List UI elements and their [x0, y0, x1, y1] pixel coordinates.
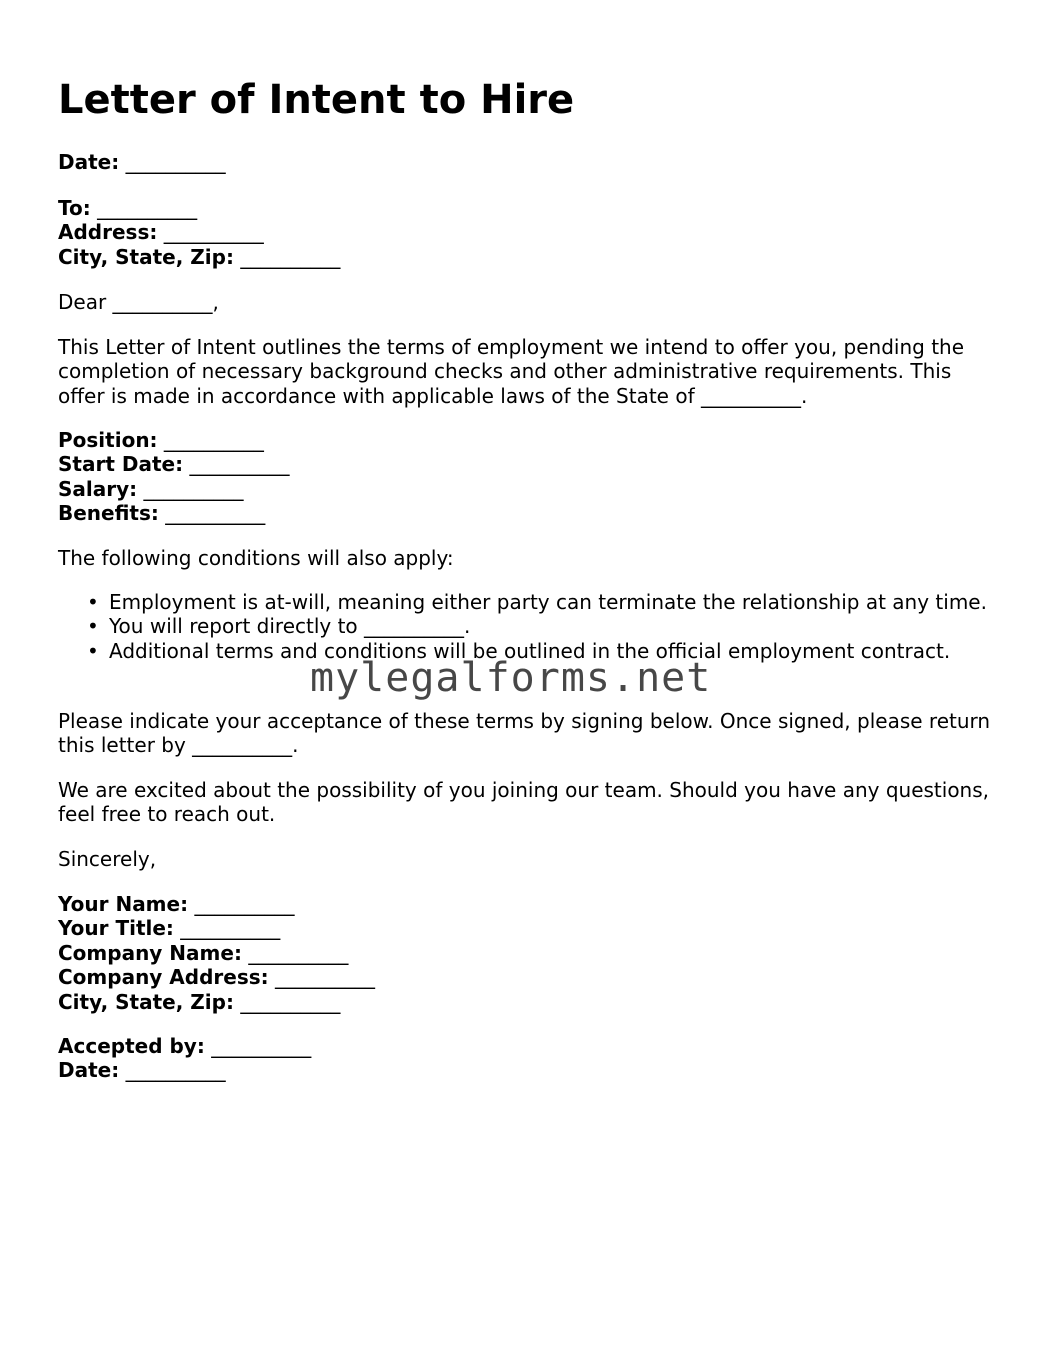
recipient-line: [58, 245, 998, 269]
acceptance-date-blank: __________: [125, 1058, 226, 1083]
company-name-blank: __________: [248, 940, 349, 965]
start-date-blank: __________: [189, 452, 290, 477]
sender-city-label: City, State, Zip:: [58, 989, 234, 1014]
recipient-line: [58, 220, 998, 244]
sender-line: [58, 941, 998, 965]
company-address-label: Company Address:: [58, 965, 269, 990]
bullet-icon: •: [87, 590, 99, 614]
term-line: [58, 477, 998, 501]
recipient-to-blank: __________: [97, 196, 198, 220]
acceptance-paragraph: Please indicate your acceptance of these terms by signing below. Once signed, please return this letter by __________.: [58, 709, 991, 758]
position-label: Position:: [58, 428, 158, 452]
sender-city-blank: __________: [240, 989, 341, 1014]
sender-line: [58, 892, 998, 916]
closing-paragraph: We are excited about the possibility of you joining our team. Should you have any questions, feel free to reach out.: [58, 778, 990, 827]
your-title-label: Your Title:: [58, 916, 174, 941]
date-block: [58, 150, 998, 174]
signoff: Sincerely,: [58, 847, 157, 871]
recipient-city-label: City, State, Zip:: [58, 244, 234, 269]
term-line: [58, 428, 998, 452]
benefits-label: Benefits:: [58, 501, 159, 526]
bullet-icon: •: [87, 638, 99, 663]
salary-blank: __________: [143, 476, 244, 501]
list-item: [87, 638, 1009, 663]
date-label: Date:: [58, 150, 120, 174]
page-title: Letter of Intent to Hire: [58, 77, 575, 123]
your-name-blank: __________: [194, 892, 295, 916]
recipient-address-label: Address:: [58, 220, 158, 245]
term-line: [58, 452, 998, 476]
list-item: [87, 590, 1009, 614]
recipient-address-blank: __________: [163, 220, 264, 245]
start-date-label: Start Date:: [58, 452, 184, 477]
company-name-label: Company Name:: [58, 940, 242, 965]
conditions-list: [58, 590, 1009, 663]
term-line: [58, 501, 998, 525]
condition-text: Employment is at-will, meaning either party can terminate the relationship at any time.: [109, 590, 987, 614]
salutation: Dear __________,: [58, 290, 219, 314]
sender-block: [58, 892, 998, 1014]
date-blank: __________: [125, 150, 226, 174]
company-address-blank: __________: [275, 965, 376, 990]
recipient-city-blank: __________: [240, 244, 341, 269]
your-name-label: Your Name:: [58, 892, 189, 916]
watermark: mylegalforms.net: [310, 655, 712, 701]
your-title-blank: __________: [180, 916, 281, 941]
list-item: [87, 614, 1009, 639]
sender-line: [58, 990, 998, 1014]
accepted-by-label: Accepted by:: [58, 1034, 205, 1058]
sender-line: [58, 965, 998, 989]
recipient-to-label: To:: [58, 196, 91, 220]
terms-block: [58, 428, 998, 526]
sender-line: [58, 916, 998, 940]
condition-text: Additional terms and conditions will be outlined in the official employment contract.: [109, 638, 951, 663]
salary-label: Salary:: [58, 476, 138, 501]
recipient-line: [58, 196, 998, 220]
acceptance-line: [58, 1034, 998, 1058]
intro-paragraph: This Letter of Intent outlines the terms of employment we intend to offer you, pending the completion of necessary background checks and other administrative requirements. This offer is made in accordance with applicable laws of the State of __________.: [58, 335, 965, 408]
bullet-icon: •: [87, 614, 99, 639]
acceptance-date-label: Date:: [58, 1058, 120, 1083]
position-blank: __________: [163, 428, 264, 452]
recipient-block: [58, 196, 998, 269]
acceptance-line: [58, 1058, 998, 1082]
benefits-blank: __________: [165, 501, 266, 526]
accepted-by-blank: __________: [211, 1034, 312, 1058]
conditions-intro: The following conditions will also apply:: [58, 546, 454, 570]
acceptance-block: [58, 1034, 998, 1083]
condition-text: You will report directly to __________.: [109, 614, 471, 639]
